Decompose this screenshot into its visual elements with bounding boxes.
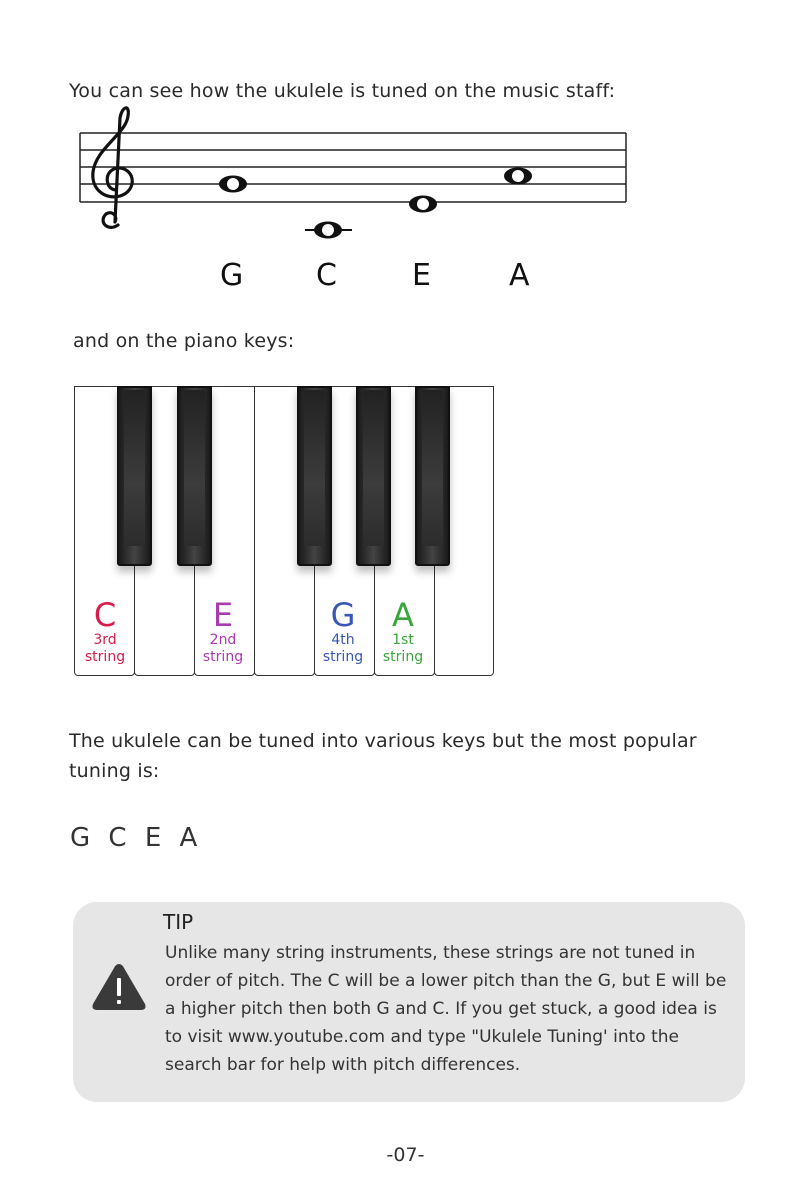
key-label-string-ordinal: 2nd xyxy=(209,632,237,648)
key-label-a xyxy=(372,598,434,666)
note-letter-e: E xyxy=(412,258,431,293)
key-label-c xyxy=(74,598,136,666)
note-letter-c: C xyxy=(316,258,337,293)
piano-keyboard xyxy=(72,386,496,682)
tip-title: TIP xyxy=(163,910,194,934)
key-label-string-ordinal: 3rd xyxy=(93,632,117,648)
key-label-note: C xyxy=(93,596,117,634)
intro-text: You can see how the ukulele is tuned on the music staff: xyxy=(69,80,616,102)
black-key-f-sharp xyxy=(297,386,332,566)
piano-intro-text: and on the piano keys: xyxy=(73,330,295,352)
key-label-e xyxy=(192,598,254,666)
warning-icon xyxy=(89,960,149,1014)
note-e xyxy=(409,196,437,213)
page-number: -07- xyxy=(386,1144,425,1166)
tip-text: Unlike many string instruments, these strings are not tuned in order of pitch. The C will be a lower pitch than the G, but E will be a higher pitch then both G and C. If you get stuck, a good idea is to visit www.youtube.com and type "Ukulele Tuning' into the search bar for help with pitch differences. xyxy=(165,943,727,1075)
key-label-g xyxy=(312,598,374,666)
key-label-string-word: string xyxy=(202,649,244,665)
key-label-string-word: string xyxy=(322,649,364,665)
key-label-note: G xyxy=(330,596,356,634)
note-letter-a: A xyxy=(509,258,530,293)
black-key-c-sharp xyxy=(117,386,152,566)
key-label-note: E xyxy=(212,596,234,634)
black-key-a-sharp xyxy=(415,386,450,566)
key-label-string-word: string xyxy=(382,649,424,665)
note-letter-g: G xyxy=(220,258,244,293)
black-key-g-sharp xyxy=(356,386,391,566)
tuning-heading: G C E A xyxy=(70,823,203,853)
music-staff xyxy=(60,100,640,245)
black-key-d-sharp xyxy=(177,386,212,566)
note-a xyxy=(504,168,532,185)
key-label-string-ordinal: 4th xyxy=(331,632,355,648)
note-g xyxy=(219,176,247,193)
note-c xyxy=(305,222,352,239)
key-label-string-word: string xyxy=(84,649,126,665)
popular-tuning-text: The ukulele can be tuned into various keys but the most popular tuning is: xyxy=(69,730,697,782)
key-label-note: A xyxy=(392,596,414,634)
tip-box xyxy=(73,902,745,1102)
key-label-string-ordinal: 1st xyxy=(392,632,414,648)
